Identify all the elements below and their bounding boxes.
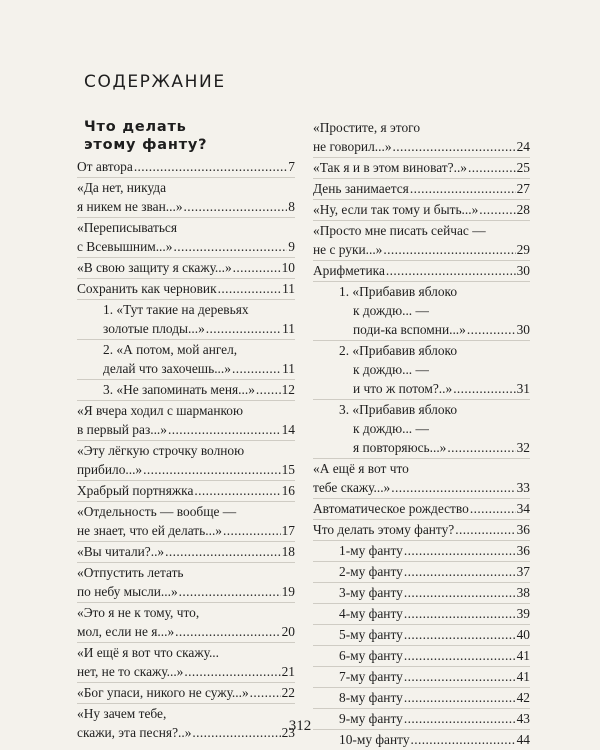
toc-entry-text: 9-му фанту (339, 711, 403, 726)
toc-entry-last-line (77, 237, 295, 256)
toc-entry (77, 683, 295, 704)
dot-leader (168, 420, 281, 439)
dot-leader (453, 379, 515, 398)
dot-leader (184, 197, 288, 216)
toc-entry-last-line (77, 359, 295, 378)
toc-entry-text: 2-му фанту (339, 564, 403, 579)
dot-leader (143, 460, 280, 479)
toc-entry-text: «Да нет, никуда (77, 180, 167, 195)
dot-leader (468, 158, 516, 177)
toc-entry-last-line (77, 157, 295, 176)
dot-leader (404, 541, 516, 560)
toc-page-number: 19 (281, 584, 295, 599)
toc-page-number: 23 (281, 725, 295, 740)
toc-entry-text: нет, не то скажу...» (77, 664, 184, 679)
toc-entry-last-line (313, 179, 530, 198)
toc-page-number: 27 (516, 181, 530, 196)
toc-page-number: 18 (281, 544, 295, 559)
toc-page-number: 39 (516, 606, 530, 621)
toc-entry-text: к дождю... — (353, 303, 429, 318)
toc-entry-text: 1. «Прибавив яблоко (339, 284, 458, 299)
toc-entry (313, 341, 530, 400)
toc-page-number: 15 (281, 462, 295, 477)
dot-leader (404, 688, 516, 707)
toc-entry-last-line (313, 478, 530, 497)
toc-entry-last-line (77, 319, 295, 338)
toc-entry-last-line (77, 197, 295, 216)
toc-entry (313, 200, 530, 221)
toc-page-number: 12 (281, 382, 295, 397)
toc-entry-text: делай что захочешь...» (103, 361, 231, 376)
toc-entry-text: «А ещё я вот что (313, 461, 409, 476)
toc-entry-text: Сохранить как черновик (77, 281, 217, 296)
toc-page-number: 32 (516, 440, 530, 455)
dot-leader (233, 258, 281, 277)
toc-entries-left (77, 157, 295, 743)
toc-entry-last-line (313, 261, 530, 280)
toc-page-number: 34 (516, 501, 530, 516)
toc-entry-text: поди-ка вспомни...» (353, 322, 466, 337)
toc-entry (77, 300, 295, 340)
section-title-line: этому фанту? (84, 137, 208, 153)
dot-leader (179, 582, 281, 601)
toc-entry (313, 562, 530, 583)
toc-entry-text: не говорил...» (313, 139, 392, 154)
toc-page-number: 11 (282, 361, 295, 376)
dot-leader (173, 237, 287, 256)
dot-leader (184, 662, 280, 681)
page-heading: СОДЕРЖАНИЕ (84, 72, 226, 92)
toc-entry-text: День занимается (313, 181, 409, 196)
toc-entry (313, 688, 530, 709)
toc-page-number: 31 (516, 381, 530, 396)
dot-leader (404, 583, 516, 602)
dot-leader (447, 438, 515, 457)
toc-entry-text: «Это я не к тому, что, (77, 605, 200, 620)
toc-entry (313, 221, 530, 261)
toc-entry-text: по небу мысли...» (77, 584, 178, 599)
toc-entry-text: «Переписываться (77, 220, 178, 235)
dot-leader (391, 478, 515, 497)
toc-page-number: 41 (516, 669, 530, 684)
toc-entry-text: 4-му фанту (339, 606, 403, 621)
toc-entry (77, 340, 295, 380)
toc-entry-text: Храбрый портняжка (77, 483, 194, 498)
dot-leader (194, 481, 280, 500)
toc-entry-text: 6-му фанту (339, 648, 403, 663)
toc-entry-last-line (77, 258, 295, 277)
toc-entry-last-line (77, 279, 295, 298)
toc-page-number: 30 (516, 322, 530, 337)
toc-entry-text: 3. «Прибавив яблоко (339, 402, 458, 417)
toc-entry (313, 604, 530, 625)
toc-page-number: 36 (516, 522, 530, 537)
toc-entry-text: 8-му фанту (339, 690, 403, 705)
toc-entry-text: «Простите, я этого (313, 120, 421, 135)
dot-leader (404, 646, 516, 665)
toc-entry-text: «Так я и в этом виноват?..» (313, 160, 467, 175)
toc-entry-text: к дождю... — (353, 362, 429, 377)
dot-leader (479, 200, 515, 219)
toc-entry-text: прибило...» (77, 462, 143, 477)
toc-page-number: 36 (516, 543, 530, 558)
toc-entry-text: скажи, эта песня?..» (77, 725, 192, 740)
toc-entry (313, 667, 530, 688)
toc-entry-text: «Отпустить летать (77, 565, 184, 580)
toc-entry-text: мол, если не я...» (77, 624, 175, 639)
toc-entry-last-line (313, 646, 530, 665)
toc-entry-text: 3-му фанту (339, 585, 403, 600)
toc-entry-text: я никем не зван...» (77, 199, 183, 214)
toc-entry-last-line (313, 379, 530, 398)
toc-entry-text: тебе скажу...» (313, 480, 391, 495)
toc-entry-text: «В свою защиту я скажу...» (77, 260, 232, 275)
toc-entry-text: «Ну, если так тому и быть...» (313, 202, 479, 217)
toc-page-number: 22 (281, 685, 295, 700)
toc-entry-text: 3. «Не запоминать меня...» (103, 382, 255, 397)
toc-entry (313, 261, 530, 282)
toc-page-number: 11 (282, 281, 295, 296)
toc-entry-text: 10-му фанту (339, 732, 410, 747)
toc-entry-text: золотые плоды...» (103, 321, 205, 336)
toc-entry-last-line (77, 481, 295, 500)
toc-right-column (313, 118, 530, 750)
toc-entry-text: «Эту лёгкую строчку волною (77, 443, 245, 458)
dot-leader (256, 380, 281, 399)
toc-entry-last-line (77, 683, 295, 702)
dot-leader (470, 499, 516, 518)
toc-entry-last-line (313, 604, 530, 623)
toc-page-number: 41 (516, 648, 530, 663)
toc-entry-text: с Всевышним...» (77, 239, 173, 254)
toc-page-number: 17 (281, 523, 295, 538)
toc-page-number: 33 (516, 480, 530, 495)
toc-entry-last-line (313, 562, 530, 581)
toc-entry (313, 158, 530, 179)
toc-entry (313, 625, 530, 646)
toc-entry-last-line (313, 438, 530, 457)
toc-page-number: 9 (288, 239, 295, 254)
toc-entry (313, 179, 530, 200)
toc-entry (77, 603, 295, 643)
dot-leader (218, 279, 281, 298)
dot-leader (223, 521, 281, 540)
toc-left-column (77, 118, 295, 743)
toc-entries-right (313, 118, 530, 750)
toc-entry (77, 380, 295, 401)
toc-entry-last-line (313, 240, 530, 259)
dot-leader (404, 604, 516, 623)
toc-page-number: 28 (516, 202, 530, 217)
toc-entry (77, 178, 295, 218)
toc-entry-text: «Я вчера ходил с шарманкою (77, 403, 244, 418)
toc-entry (77, 502, 295, 542)
toc-entry (313, 499, 530, 520)
toc-entry (77, 643, 295, 683)
dot-leader (404, 625, 516, 644)
toc-entry-last-line (77, 582, 295, 601)
dot-leader (175, 622, 280, 641)
toc-entry-text: не с руки...» (313, 242, 383, 257)
toc-entry (313, 541, 530, 562)
toc-entry-last-line (313, 200, 530, 219)
toc-entry-last-line (313, 320, 530, 339)
toc-entry-last-line (313, 520, 530, 539)
toc-page-number: 24 (516, 139, 530, 154)
toc-entry-text: «Просто мне писать сейчас — (313, 223, 486, 238)
dot-leader (232, 359, 281, 378)
toc-page-number: 21 (281, 664, 295, 679)
dot-leader (404, 667, 516, 686)
page-number: 312 (288, 718, 312, 734)
toc-entry-text: 7-му фанту (339, 669, 403, 684)
toc-entry (77, 258, 295, 279)
toc-entry (313, 118, 530, 158)
toc-entry-last-line (313, 541, 530, 560)
toc-entry-text: 2. «Прибавив яблоко (339, 343, 458, 358)
toc-entry-last-line (313, 667, 530, 686)
toc-entry-text: я повторяюсь...» (353, 440, 447, 455)
toc-entry (77, 401, 295, 441)
toc-page-number: 43 (516, 711, 530, 726)
toc-page-number: 38 (516, 585, 530, 600)
toc-page-number: 25 (516, 160, 530, 175)
toc-entry-last-line (77, 662, 295, 681)
dot-leader (134, 157, 287, 176)
toc-entry (77, 441, 295, 481)
toc-entry-text: «Вы читали?..» (77, 544, 165, 559)
toc-entry-text: «Бог упаси, никого не сужу...» (77, 685, 249, 700)
toc-entry-text: 5-му фанту (339, 627, 403, 642)
toc-entry-text: Что делать этому фанту? (313, 522, 455, 537)
toc-page-number: 10 (281, 260, 295, 275)
toc-entry-last-line (313, 625, 530, 644)
toc-entry-last-line (77, 542, 295, 561)
toc-entry-text: и что ж потом?..» (353, 381, 453, 396)
toc-entry (313, 459, 530, 499)
toc-entry-text: к дождю... — (353, 421, 429, 436)
toc-entry (313, 400, 530, 459)
toc-page-number: 8 (288, 199, 295, 214)
toc-entry-last-line (77, 420, 295, 439)
toc-entry-last-line (313, 499, 530, 518)
toc-entry-last-line (313, 137, 530, 156)
toc-entry (77, 218, 295, 258)
dot-leader (404, 562, 516, 581)
section-title (84, 118, 295, 154)
dot-leader (467, 320, 516, 339)
toc-page-number: 40 (516, 627, 530, 642)
dot-leader (410, 179, 516, 198)
toc-entry-last-line (313, 583, 530, 602)
toc-entry (77, 563, 295, 603)
toc-page-number: 20 (281, 624, 295, 639)
dot-leader (386, 261, 516, 280)
toc-entry-text: 2. «А потом, мой ангел, (103, 342, 238, 357)
toc-page-number: 11 (282, 321, 295, 336)
toc-entry (77, 481, 295, 502)
toc-entry-last-line (77, 622, 295, 641)
toc-page-number: 30 (516, 263, 530, 278)
toc-entry (77, 157, 295, 178)
toc-entry-text: Арифметика (313, 263, 385, 278)
toc-page-number: 29 (516, 242, 530, 257)
toc-entry-last-line (77, 460, 295, 479)
toc-page-number: 14 (281, 422, 295, 437)
toc-entry (313, 583, 530, 604)
toc-entry (77, 279, 295, 300)
toc-entry (77, 542, 295, 563)
dot-leader (383, 240, 515, 259)
toc-page-number: 7 (288, 159, 295, 174)
toc-entry-last-line (77, 521, 295, 540)
dot-leader (455, 520, 515, 539)
toc-entry-text: «Отдельность — вообще — (77, 504, 237, 519)
section-title-line: Что делать (84, 119, 187, 135)
toc-entry-text: Автоматическое рождество (313, 501, 469, 516)
toc-entry-text: не знает, что ей делать...» (77, 523, 222, 538)
toc-page-number: 37 (516, 564, 530, 579)
toc-entry (313, 520, 530, 541)
dot-leader (165, 542, 280, 561)
toc-entry-text: «И ещё я вот что скажу... (77, 645, 220, 660)
dot-leader (250, 683, 281, 702)
toc-entry-text: в первый раз...» (77, 422, 167, 437)
toc-page-number: 44 (516, 732, 530, 747)
toc-entry (313, 646, 530, 667)
toc-entry (313, 282, 530, 341)
toc-entry-text: От автора (77, 159, 133, 174)
toc-entry-text: «Ну зачем тебе, (77, 706, 167, 721)
toc-page-number: 42 (516, 690, 530, 705)
toc-entry-text: 1. «Тут такие на деревьях (103, 302, 249, 317)
toc-entry-last-line (77, 380, 295, 399)
toc-page-number: 16 (281, 483, 295, 498)
toc-entry-last-line (313, 688, 530, 707)
toc-entry-last-line (313, 158, 530, 177)
dot-leader (206, 319, 281, 338)
toc-entry-text: 1-му фанту (339, 543, 403, 558)
dot-leader (393, 137, 516, 156)
